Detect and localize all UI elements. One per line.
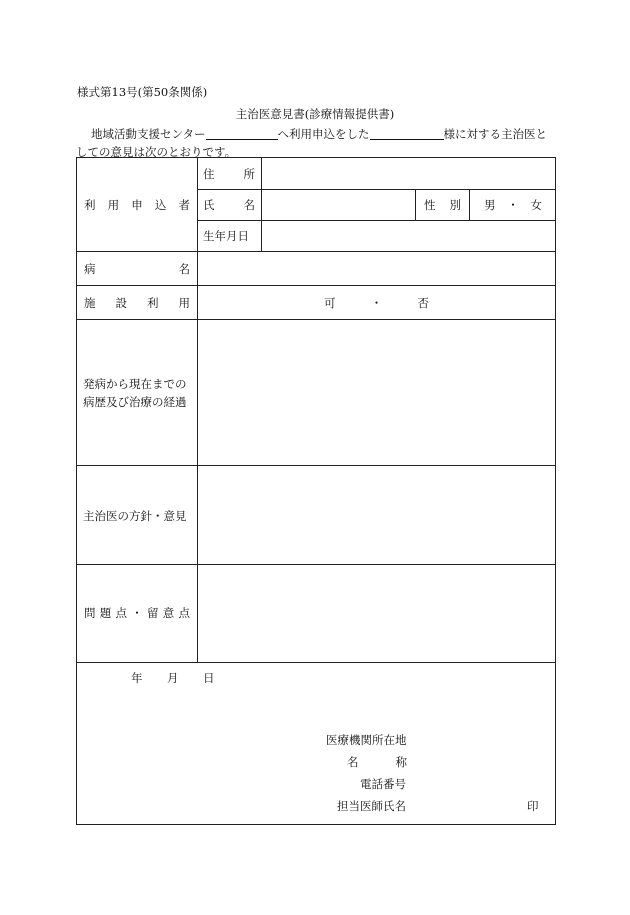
form-number: 様式第13号(第50条関係) (77, 85, 208, 99)
applicant-name-blank[interactable] (370, 127, 444, 140)
rule-address-bottom (197, 189, 556, 190)
applicant-label-char: 利 (84, 198, 96, 212)
gender-male-option[interactable]: 男 (484, 198, 496, 212)
applicant-label-char: 込 (154, 198, 167, 212)
seal-mark: 印 (527, 799, 539, 813)
gender-female-option[interactable]: 女 (530, 198, 542, 212)
intro-text-3: 様に対する主治医と (443, 127, 548, 141)
policy-label: 主治医の方針・意見 (83, 509, 187, 523)
birthdate-label: 生年月日 (203, 229, 249, 243)
facility-denied-option[interactable]: 否 (417, 296, 429, 310)
history-label-line-1: 発病から現在までの (83, 377, 187, 391)
rule-gender-label-right (469, 189, 470, 220)
rule-facility-bottom (77, 319, 556, 320)
intro-line-1 (91, 126, 547, 142)
intro-line-2: しての意見は次のとおりです。 (76, 145, 237, 159)
rule-gender-label-left (415, 189, 416, 220)
intro-text-2: へ利用申込をした (277, 127, 370, 141)
institution-address-label: 医療機関所在地 (326, 733, 407, 747)
disease-label: 病 名 (84, 262, 190, 276)
center-name-blank[interactable] (206, 127, 278, 140)
date-year: 年 (131, 671, 143, 685)
applicant-label-char: 者 (178, 198, 190, 212)
history-label-line-2: 病歴及び治療の経過 (83, 395, 187, 409)
facility-allowed-option[interactable]: 可 (324, 296, 336, 310)
issues-label: 問 題 点 ・ 留 意 点 (84, 606, 190, 620)
applicant-label-char: 用 (107, 198, 120, 212)
history-label (83, 375, 187, 411)
rule-issues-bottom (77, 662, 556, 663)
rule-label-column (197, 158, 198, 662)
rule-name-bottom (197, 220, 556, 221)
date-day: 日 (203, 671, 215, 685)
rule-applicant-bottom (77, 251, 556, 252)
applicant-section-label (84, 197, 190, 213)
document-title: 主治医意見書(診療情報提供書) (235, 107, 395, 121)
name-label: 氏 名 (203, 198, 255, 212)
date-month: 月 (167, 671, 179, 685)
doctor-name-label: 担当医師氏名 (337, 799, 406, 813)
phone-label: 電話番号 (360, 777, 406, 791)
rule-disease-bottom (77, 285, 556, 286)
gender-options (484, 197, 542, 213)
rule-history-bottom (77, 465, 556, 466)
rule-policy-bottom (77, 564, 556, 565)
facility-separator: ・ (370, 296, 383, 310)
gender-label: 性 別 (424, 198, 461, 212)
facility-use-options (324, 295, 429, 311)
intro-text-1: 地域活動支援センター (91, 127, 206, 141)
institution-name-label: 名 称 (347, 755, 407, 769)
opinion-form-table (76, 157, 556, 825)
facility-use-label: 施 設 利 用 (84, 296, 190, 310)
applicant-label-char: 申 (131, 198, 143, 212)
address-label: 住 所 (203, 167, 255, 181)
rule-sublabel-column (261, 158, 262, 251)
gender-separator: ・ (507, 198, 519, 212)
